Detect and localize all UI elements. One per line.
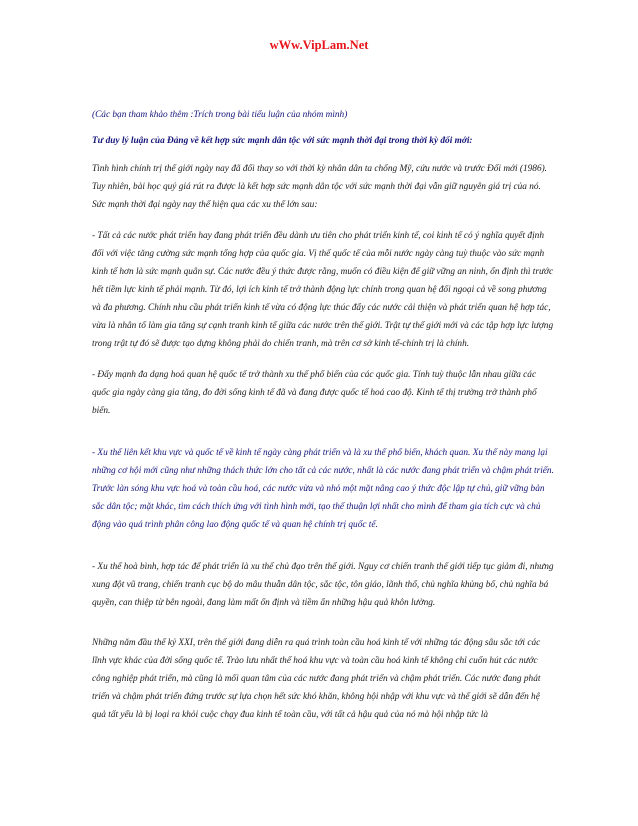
- section-heading: Tư duy lý luận của Đảng về kết hợp sức mạnh dân tộc với sức mạnh thời đại trong thời kỳ đổi mới:: [92, 136, 473, 146]
- paragraph-globalization: Những năm đầu thế kỷ XXI, trên thế giới đang diễn ra quá trình toàn cầu hoá kinh tế với những tác động sâu sắc tới các lĩnh vực khác của đời sống quốc tế. Trào lưu nhất thể hoá khu vực và toàn cầu hoá kinh tế không chỉ cuốn hút các nước công nghiệp phát triển, mà cũng là mối quan tâm của các nước đang phát triển và chậm phát triển. Các nước đang phát triển và chậm phát triển đứng trước sự lựa chọn hết sức khó khăn, không hội nhập với khu vực và thế giới sẽ dẫn đến hệ quả tất yếu là bị loại ra khỏi cuộc chạy đua kinh tế toàn cầu, với tất cả hậu quả của nó mà hội nhập tức là: [92, 638, 541, 720]
- document-body: [92, 106, 554, 724]
- paragraph-intro: Tình hình chính trị thế giới ngày nay đã đổi thay so với thời kỳ nhân dân ta chống Mỹ, cứu nước và trước Đổi mới (1986). Tuy nhiên, bài học quý giá rút ra được là kết hợp sức mạnh dân tộc với sức mạnh thời đại vẫn giữ nguyên giá trị của nó. Sức mạnh thời đại ngày nay thể hiện qua các xu thế lớn sau:: [92, 164, 548, 210]
- paragraph-diversification: - Đẩy mạnh đa dạng hoá quan hệ quốc tế trở thành xu thế phổ biến của các quốc gia. Tính tuỳ thuộc lẫn nhau giữa các quốc gia ngày càng gia tăng, đo đời sống kinh tế đã và đang được quốc tế hoá cao độ. Kinh tế thị trường trở thành phổ biến.: [92, 370, 537, 416]
- site-title: wWw.VipLam.Net: [269, 38, 369, 52]
- source-note: (Các bạn tham khảo thêm :Trích trong bài tiểu luận của nhóm mình): [92, 110, 348, 120]
- paragraph-peace-cooperation: - Xu thế hoà bình, hợp tác để phát triển là xu thế chủ đạo trên thế giới. Nguy cơ chiến tranh thế giới tiếp tục giảm đi, nhưng xung đột vũ trang, chiến tranh cục bộ do mâu thuẫn dân tộc, sắc tộc, tôn giáo, lãnh thổ, chủ nghĩa khủng bố, chủ nghĩa bá quyền, can thiệp từ bên ngoài, đang làm mất ổn định và tiềm ẩn những hậu quả khôn lường.: [92, 562, 554, 608]
- paragraph-economic-priority: - Tất cả các nước phát triển hay đang phát triển đều dành ưu tiên cho phát triển kinh tế, coi kinh tế có ý nghĩa quyết định đối với việc tăng cường sức mạnh tổng hợp của quốc gia. Vị thế quốc tế của mỗi nước ngày càng tuỳ thuộc vào sức mạnh kinh tế hơn là sức mạnh quân sự. Các nước đều ý thức được rằng, muốn có điều kiện để giữ vững an ninh, ổn định thì trước hết tiềm lực kinh tế phải mạnh. Từ đó, lợi ích kinh tế trở thành động lực chính trong quan hệ đối ngoại cả về song phương và đa phương. Chính nhu cầu phát triển kinh tế vừa có động lực thúc đẩy các nước cải thiện và phát triển quan hệ hợp tác, vừa là nhân tố làm gia tăng sự cạnh tranh kinh tế giữa các nước trên thế giới. Trật tự thế giới mới và các tập hợp lực lượng trong trật tự đó sẽ được tạo dựng không phải do chiến tranh, mà trên cơ sở kinh tế-chính trị là chính.: [92, 231, 554, 349]
- paragraph-regional-integration: - Xu thế liên kết khu vực và quốc tế về kinh tế ngày càng phát triển và là xu thế phổ biến, khách quan. Xu thế này mang lại những cơ hội mới cũng như những thách thức lớn cho tất cả các nước, nhất là các nước đang phát triển và chậm phát triển. Trước làn sóng khu vực hoá và toàn cầu hoá, các nước vừa và nhỏ một mặt nâng cao ý thức độc lập tự chủ, giữ vững bản sắc dân tộc; mặt khác, tìm cách thích ứng với tình hình mới, tạo thế thuận lợi nhất cho mình để tham gia tích cực và chủ động vào quá trình phân công lao động quốc tế và quan hệ chính trị quốc tế.: [92, 448, 554, 530]
